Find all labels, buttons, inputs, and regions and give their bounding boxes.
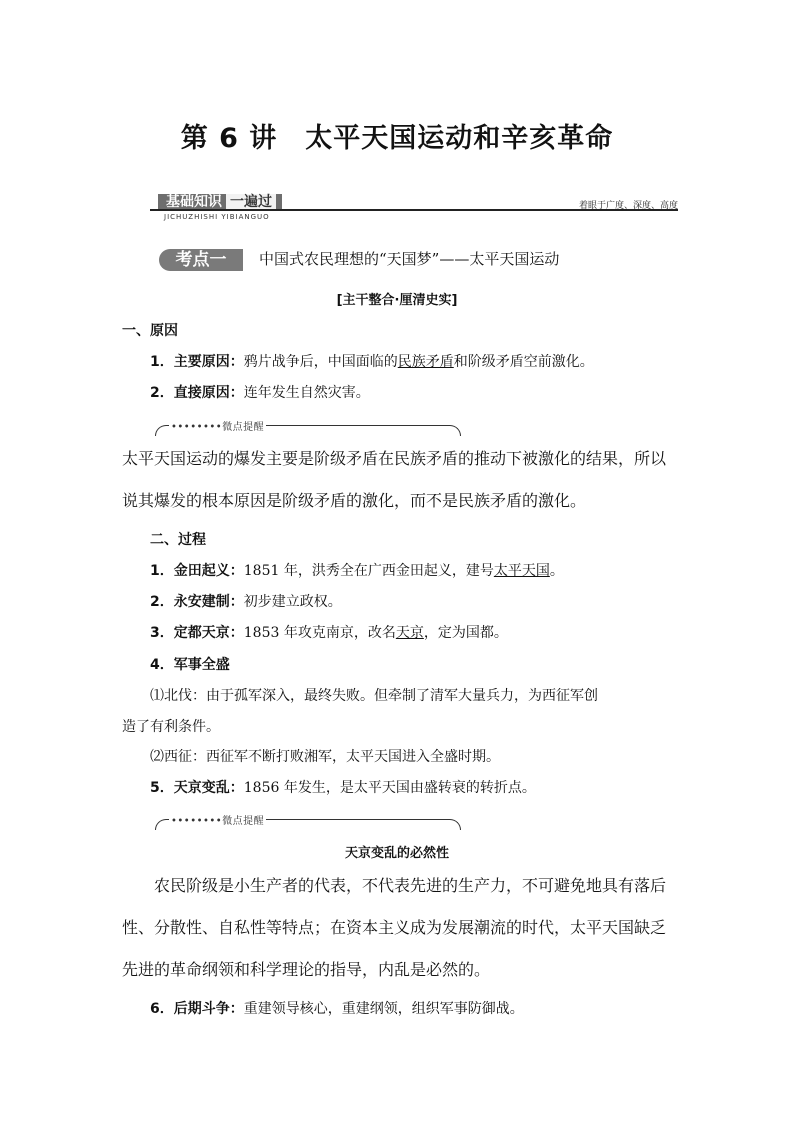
- banner-tag-text: 基础知识: [166, 194, 222, 210]
- process-sub-1-line-2: 造了有利条件。: [122, 719, 220, 735]
- cause-item-2: [150, 382, 370, 402]
- process-item-1: [150, 560, 564, 580]
- causes-heading: 一、原因: [122, 323, 178, 339]
- cause-1-label: 1．主要原因：: [150, 354, 244, 370]
- tip-box-1: [155, 418, 461, 434]
- process-3-label: 3．定都天京：: [150, 625, 244, 641]
- section-subheading: [主干整合·厘清史实]: [336, 293, 458, 308]
- process-5-label: 5．天京变乱：: [150, 780, 244, 796]
- process-6-label: 6．后期斗争：: [150, 1001, 244, 1017]
- kaodian-tag: 考点一: [159, 249, 243, 271]
- tip-1-paragraph: 太平天国运动的爆发主要是阶级矛盾在民族矛盾的推动下被激化的结果，所以说其爆发的根本原因是阶级矛盾的激化，而不是民族矛盾的激化。: [122, 449, 667, 510]
- tip-box-2-label: ••••••••微点提醒: [169, 812, 266, 827]
- section-banner: [150, 194, 678, 226]
- page-title: 第 6 讲 太平天国运动和辛亥革命: [180, 123, 614, 154]
- process-1-underline: 太平天国: [493, 563, 550, 579]
- process-item-4: 4．军事全盛: [150, 657, 230, 673]
- cause-2-label: 2．直接原因：: [150, 385, 244, 401]
- banner-pinyin: JICHUZHISHI YIBIANGUO: [164, 213, 270, 221]
- cause-1-underline: 民族矛盾: [397, 354, 454, 370]
- process-3-underline: 天京: [395, 625, 424, 641]
- process-1-label: 1．金田起义：: [150, 563, 244, 579]
- cause-1-pre: 鸦片战争后，中国面临的: [243, 354, 398, 370]
- process-item-2: [150, 591, 342, 611]
- process-item-5: [150, 777, 536, 797]
- banner-right-note: 着眼于广度、深度、高度: [578, 201, 678, 211]
- process-item-3: [150, 622, 508, 642]
- process-3-pre: 1853 年攻克南京，改名: [243, 625, 396, 641]
- tip-box-2: [155, 812, 461, 828]
- process-2-text: 初步建立政权。: [243, 594, 342, 610]
- process-5-text: 1856 年发生，是太平天国由盛转衰的转折点。: [243, 780, 536, 796]
- cause-item-1: [150, 351, 594, 371]
- process-sub-1-line-1: ⑴北伐：由于孤军深入，最终失败。但牵制了清军大量兵力，为西征军创: [150, 688, 598, 704]
- tip-2-title: 天京变乱的必然性: [344, 846, 449, 861]
- tip-2-paragraph: 农民阶级是小生产者的代表，不代表先进的生产力，不可避免地具有落后性、分散性、自私性等特点；在资本主义成为发展潮流的时代，太平天国缺乏先进的革命纲领和科学理论的指导，内乱是必然的。: [122, 876, 667, 979]
- process-item-6: [150, 998, 524, 1018]
- process-heading: 二、过程: [150, 532, 206, 548]
- tip-box-1-label: ••••••••微点提醒: [169, 418, 266, 433]
- process-sub-2: ⑵西征：西征军不断打败湘军，太平天国进入全盛时期。: [150, 749, 500, 765]
- cause-2-text: 连年发生自然灾害。: [243, 385, 370, 401]
- process-2-label: 2．永安建制：: [150, 594, 244, 610]
- banner-tag: [158, 194, 282, 210]
- kaodian-title: 中国式农民理想的“天国梦”——太平天国运动: [259, 250, 560, 268]
- process-1-pre: 1851 年，洪秀全在广西金田起义，建号: [243, 563, 494, 579]
- banner-tag-highlight: 一遍过: [226, 194, 276, 210]
- process-3-post: ，定为国都。: [423, 625, 508, 641]
- cause-1-post: 和阶级矛盾空前激化。: [453, 354, 594, 370]
- process-6-text: 重建领导核心，重建纲领，组织军事防御战。: [243, 1001, 524, 1017]
- process-1-post: 。: [549, 563, 564, 579]
